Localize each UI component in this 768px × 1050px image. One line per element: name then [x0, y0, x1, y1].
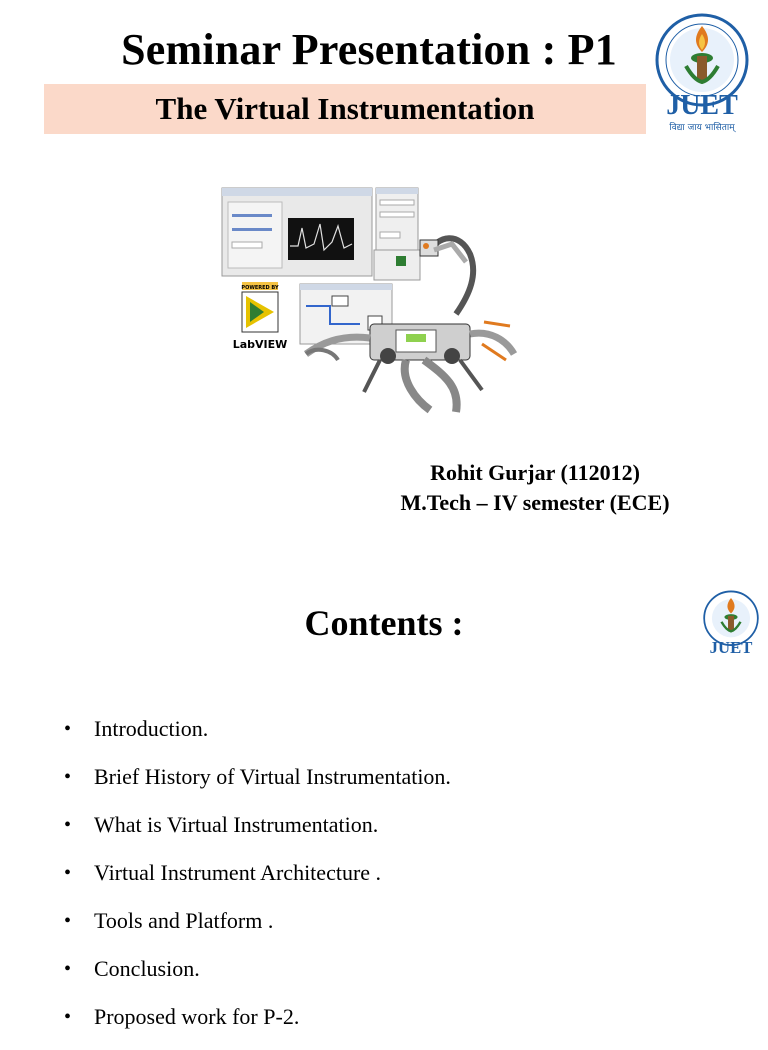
juet-logo-icon	[650, 10, 754, 136]
author-course: M.Tech – IV semester (ECE)	[400, 490, 670, 515]
logo-motto: विद्या जाय भासिताम्	[669, 123, 735, 133]
contents-list	[62, 714, 451, 1050]
contents-item: • What is Virtual Instrumentation.	[62, 810, 451, 858]
juet-logo-small-icon	[700, 588, 762, 664]
labview-brand: LabVIEW	[232, 338, 288, 351]
labview-badge: POWERED BY	[241, 285, 279, 291]
slide-title-heading: Seminar Presentation : P1	[121, 25, 617, 74]
contents-item: • Tools and Platform .	[62, 906, 451, 954]
bullet-icon: •	[64, 1006, 72, 1028]
logo-text: JUET	[666, 90, 738, 121]
contents-item: • Introduction.	[62, 714, 451, 762]
bullet-icon: •	[64, 958, 72, 980]
bullet-icon: •	[64, 814, 72, 836]
logo-small-text: JUET	[709, 637, 753, 657]
contents-heading: Contents :	[304, 603, 464, 643]
author-name: Rohit Gurjar (112012)	[430, 460, 640, 485]
bullet-icon: •	[64, 862, 72, 884]
subtitle-band	[44, 84, 646, 134]
bullet-icon: •	[64, 910, 72, 932]
bullet-icon: •	[64, 766, 72, 788]
contents-item: • Virtual Instrument Architecture .	[62, 858, 451, 906]
contents-item: • Conclusion.	[62, 954, 451, 1002]
contents-item: • Proposed work for P-2.	[62, 1002, 451, 1050]
labview-robot-illustration	[220, 184, 520, 430]
bullet-icon: •	[64, 718, 72, 740]
contents-item: • Brief History of Virtual Instrumentation.	[62, 762, 451, 810]
slide-subtitle: The Virtual Instrumentation	[155, 91, 535, 126]
